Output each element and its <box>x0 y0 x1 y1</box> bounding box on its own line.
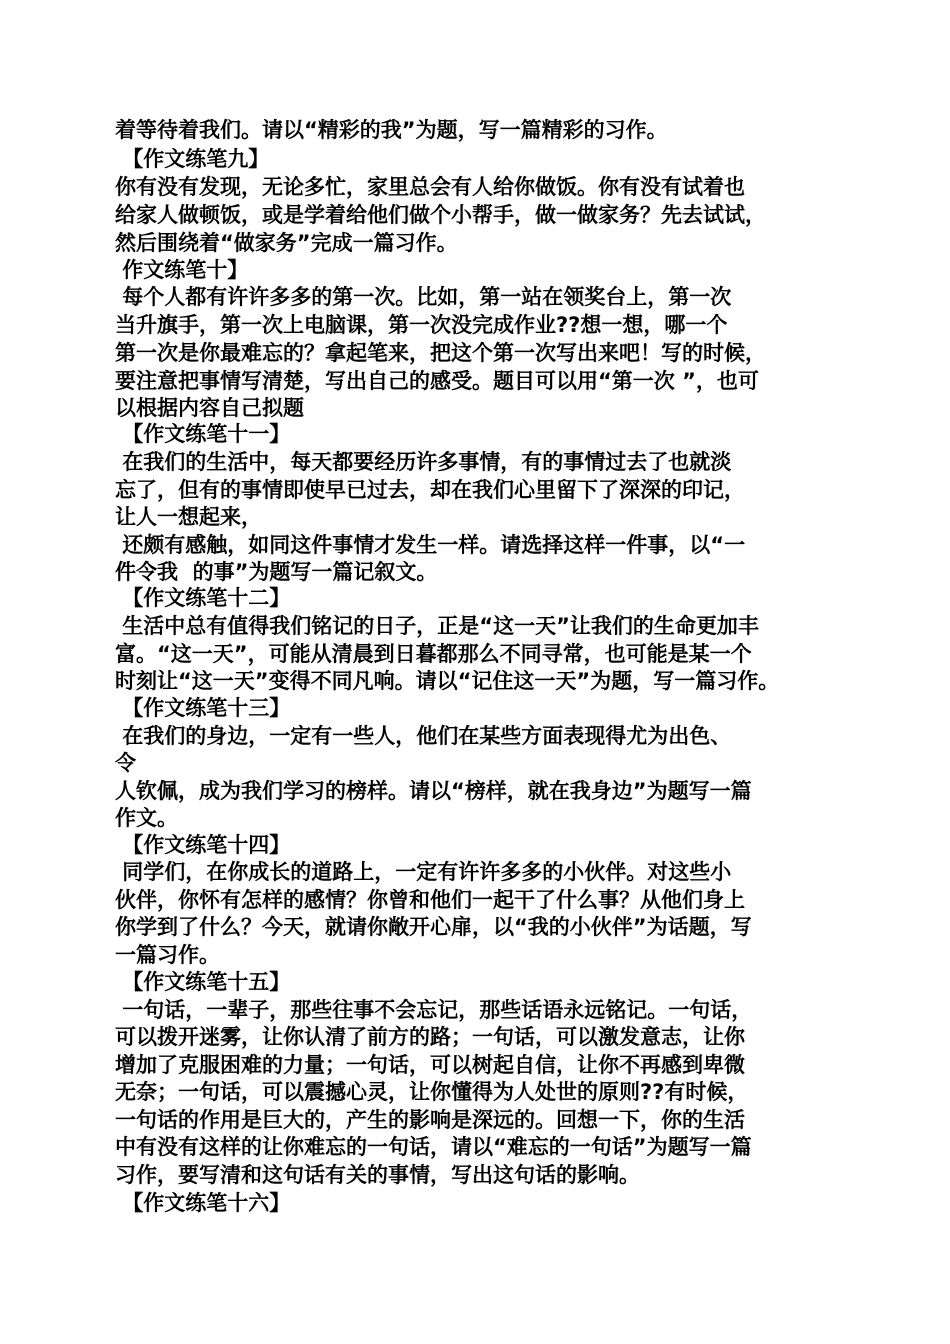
text-line: 以根据内容自己拟题 <box>115 396 304 420</box>
text-line: 富。“这一天”，可能从清晨到日暮都那么不同寻常，也可能是某一个 <box>115 642 752 666</box>
section-heading: 【作文练笔十二】 <box>115 586 291 610</box>
text-line: 然后围绕着“做家务”完成一篇习作。 <box>115 231 458 255</box>
text-line: 让人一想起来， <box>115 505 262 529</box>
text-line: 当升旗手，第一次上电脑课，第一次没完成作业??想一想，哪一个 <box>115 313 728 337</box>
text-line: 你有没有发现，无论多忙，家里总会有人给你做饭。你有没有试着也 <box>115 175 745 199</box>
text-line: 着等待着我们。请以“精彩的我”为题，写一篇精彩的习作。 <box>115 118 668 142</box>
text-line: 一句话，一辈子，那些往事不会忘记，那些话语永远铭记。一句话， <box>115 998 753 1022</box>
text-line: 增加了克服困难的力量；一句话，可以树起自信，让你不再感到卑微 <box>115 1053 745 1077</box>
text-line: 每个人都有许许多多的第一次。比如，第一站在领奖台上，第一次 <box>115 285 732 309</box>
text-line: 在我们的生活中，每天都要经历许多事情，有的事情过去了也就淡 <box>115 450 732 474</box>
section-heading: 【作文练笔九】 <box>115 147 270 171</box>
text-line: 忘了，但有的事情即使早已过去，却在我们心里留下了深深的印记， <box>115 478 745 502</box>
text-line: 要注意把事情写清楚，写出自己的感受。题目可以用“第一次 ”，也可 <box>115 369 759 393</box>
text-line: 第一次是你最难忘的？拿起笔来，把这个第一次写出来吧！写的时候， <box>115 341 766 365</box>
section-heading: 【作文练笔十一】 <box>115 422 291 446</box>
text-line: 人钦佩，成为我们学习的榜样。请以“榜样，就在我身边”为题写一篇 <box>115 779 752 803</box>
text-line: 伙伴，你怀有怎样的感情？你曾和他们一起干了什么事？从他们身上 <box>115 888 745 912</box>
text-line: 时刻让“这一天”变得不同凡响。请以“记住这一天”为题，写一篇习作。 <box>115 669 780 693</box>
section-heading: 【作文练笔十四】 <box>115 833 291 857</box>
text-line: 给家人做顿饭，或是学着给他们做个小帮手，做一做家务？先去试试， <box>115 203 766 227</box>
section-heading: 【作文练笔十五】 <box>115 970 291 994</box>
text-line: 作文。 <box>115 806 178 830</box>
section-heading: 作文练笔十】 <box>115 258 249 282</box>
text-line: 一篇习作。 <box>115 943 220 967</box>
text-line: 一句话的作用是巨大的，产生的影响是深远的。回想一下，你的生活 <box>115 1108 745 1132</box>
text-line: 在我们的身边，一定有一些人，他们在某些方面表现得尤为出色、 <box>115 724 732 748</box>
section-heading: 【作文练笔十六】 <box>115 1191 291 1215</box>
text-line: 习作，要写清和这句话有关的事情，写出这句话的影响。 <box>115 1163 640 1187</box>
text-line: 同学们，在你成长的道路上，一定有许许多多的小伙伴。对这些小 <box>115 860 732 884</box>
text-line: 令 <box>115 751 136 775</box>
text-line: 生活中总有值得我们铭记的日子，正是“这一天”让我们的生命更加丰 <box>115 614 759 638</box>
text-line: 还颇有感触，如同这件事情才发生一样。请选择这样一件事，以“一 <box>115 533 746 557</box>
text-line: 你学到了什么？今天，就请你敞开心扉，以“我的小伙伴”为话题，写 <box>115 915 752 939</box>
text-line: 中有没有这样的让你难忘的一句话，请以“难忘的一句话”为题写一篇 <box>115 1135 752 1159</box>
section-heading: 【作文练笔十三】 <box>115 696 291 720</box>
text-line: 无奈；一句话，可以震撼心灵，让你懂得为人处世的原则??有时候， <box>115 1080 749 1104</box>
text-line: 可以拨开迷雾，让你认清了前方的路；一句话，可以激发意志，让你 <box>115 1025 745 1049</box>
text-line: 件令我 的事”为题写一篇记叙文。 <box>115 560 438 584</box>
